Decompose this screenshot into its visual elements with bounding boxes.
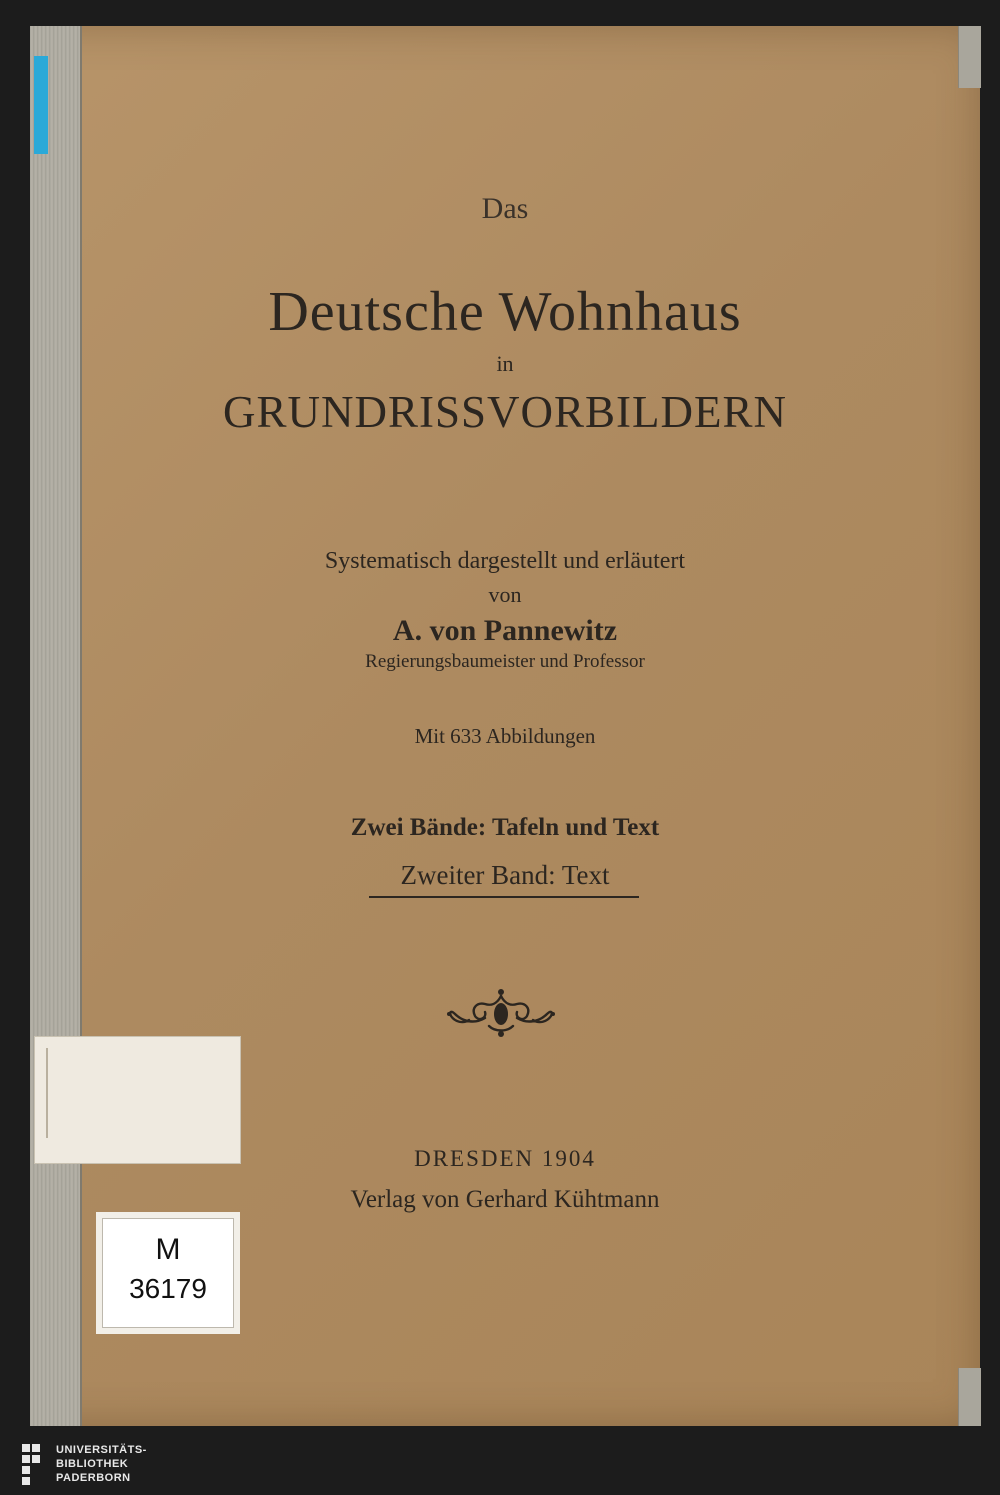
author-prefix: von: [488, 582, 522, 607]
sticker-barcode-strip: [40, 1048, 48, 1138]
library-name-line-2: BIBLIOTHEK: [56, 1458, 129, 1470]
title-main: Deutsche Wohnhaus: [268, 281, 742, 343]
library-logo-icon: [20, 1444, 50, 1486]
place-and-year: DRESDEN 1904: [414, 1146, 596, 1171]
author-name: A. von Pannewitz: [392, 614, 618, 647]
author-role: Regierungsbaumeister und Professor: [365, 651, 645, 672]
subtitle: Systematisch dargestellt und erläutert: [324, 548, 686, 574]
ornament-icon: [445, 988, 557, 1038]
call-number-line-2: 36179: [129, 1273, 207, 1304]
library-logo: [20, 1440, 180, 1488]
title-article: Das: [481, 192, 529, 225]
call-number-line-1: M: [155, 1233, 181, 1266]
book-spine: [30, 26, 82, 1426]
underline-rule: [369, 896, 639, 898]
volumes-note: Zwei Bände: Tafeln und Text: [350, 814, 660, 841]
library-name: [56, 1443, 147, 1485]
library-name-line-3: PADERBORN: [56, 1472, 131, 1484]
current-volume: Zweiter Band: Text: [400, 860, 610, 890]
library-name-line-1: UNIVERSITÄTS-: [56, 1444, 147, 1456]
cover-corner-top: [958, 26, 981, 88]
library-sticker: [34, 1036, 241, 1164]
cover-corner-bottom: [958, 1368, 981, 1426]
spine-color-label: [34, 56, 48, 154]
publisher: Verlag von Gerhard Kühtmann: [350, 1186, 660, 1213]
illustrations-note: Mit 633 Abbildungen: [414, 724, 596, 748]
title-connector: in: [496, 351, 514, 376]
title-sub: GRUNDRISSVORBILDERN: [222, 387, 788, 437]
call-number-label: [102, 1218, 234, 1328]
